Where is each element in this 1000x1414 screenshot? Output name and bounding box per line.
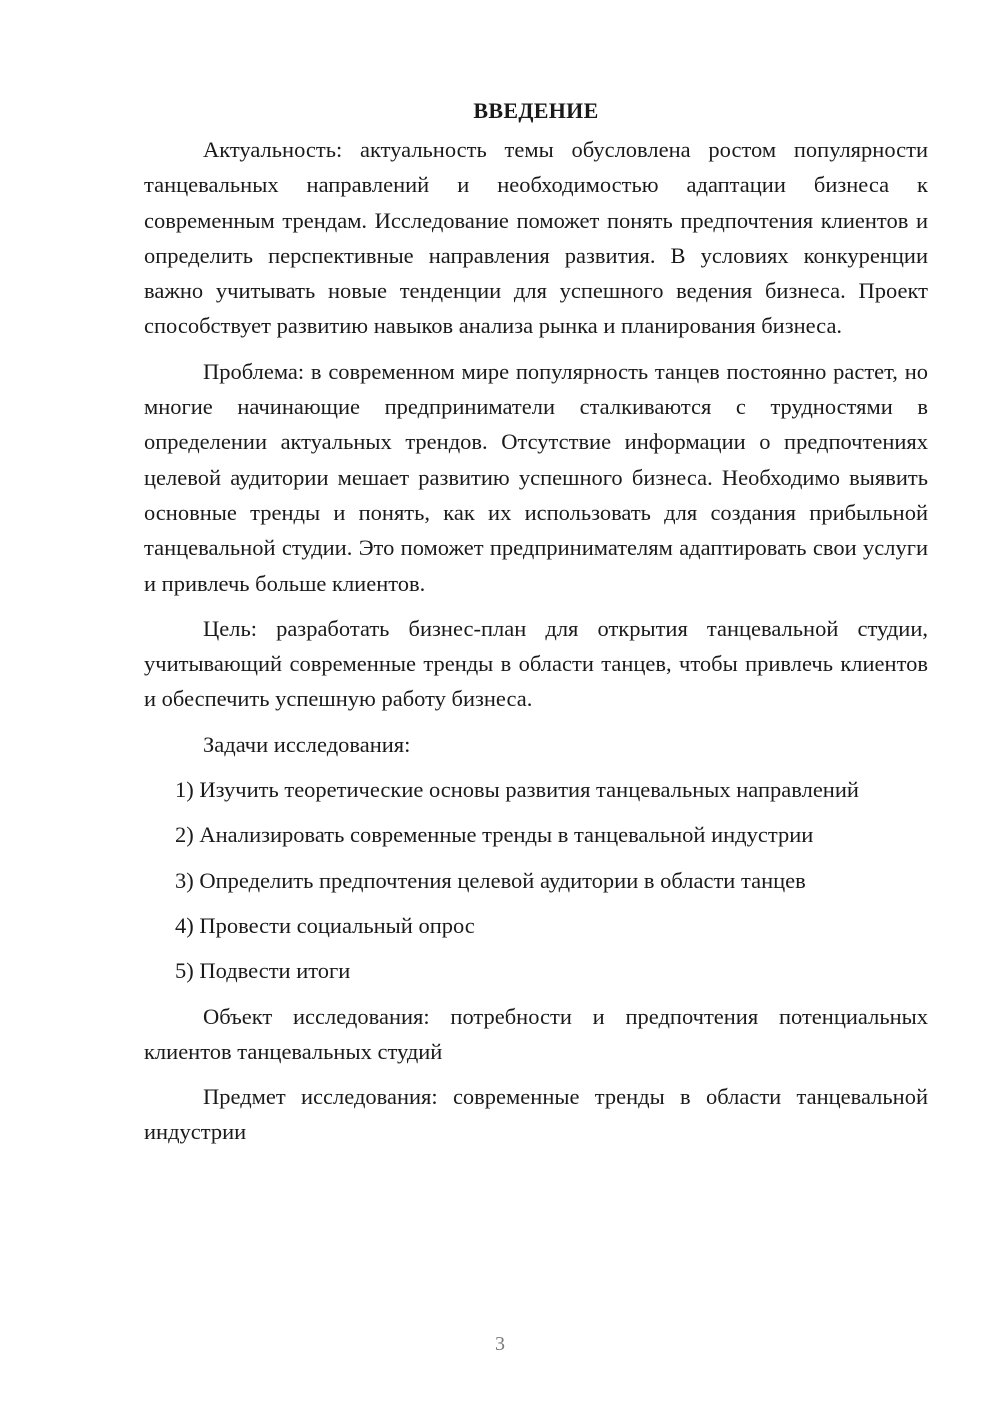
task-item: 5) Подвести итоги [175,958,351,984]
task-item: 3) Определить предпочтения целевой аудитории в области танцев [175,867,806,893]
subject-paragraph: Предмет исследования: современные тренды в области танцевальной индустрии [144,1084,928,1145]
page-title: ВВЕДЕНИЕ [473,98,599,123]
relevance-paragraph: Актуальность: актуальность темы обусловлена ростом популярности танцевальных направлений и необходимостью адаптации бизнеса к современным трендам. Исследование поможет понять предпочтения клиентов и определить перспективные направления развития. В условиях конкуренции важно учитывать новые тенденции для успешного ведения бизнеса. Проект способствует развитию навыков анализа рынка и планирования бизнеса. [144,137,928,339]
problem-paragraph: Проблема: в современном мире популярность танцев постоянно растет, но многие начинающие предприниматели сталкиваются с трудностями в определении актуальных трендов. Отсутствие информации о предпочтениях целевой аудитории мешает развитию успешного бизнеса. Необходимо выявить основные тренды и понять, как их использовать для создания прибыльной танцевальной студии. Это поможет предпринимателям адаптировать свои услуги и привлечь больше клиентов. [144,358,928,596]
task-item: 1) Изучить теоретические основы развития танцевальных направлений [175,777,859,803]
goal-paragraph: Цель: разработать бизнес-план для открытия танцевальной студии, учитывающий современные тренды в области танцев, чтобы привлечь клиентов и обеспечить успешную работу бизнеса. [144,615,928,712]
object-paragraph: Объект исследования: потребности и предпочтения потенциальных клиентов танцевальных студий [144,1003,928,1064]
task-item: 4) Провести социальный опрос [175,912,475,938]
page-number: 3 [495,1333,505,1355]
task-item: 2) Анализировать современные тренды в танцевальной индустрии [175,822,814,848]
tasks-heading: Задачи исследования: [203,731,411,757]
document-page [144,96,928,1160]
